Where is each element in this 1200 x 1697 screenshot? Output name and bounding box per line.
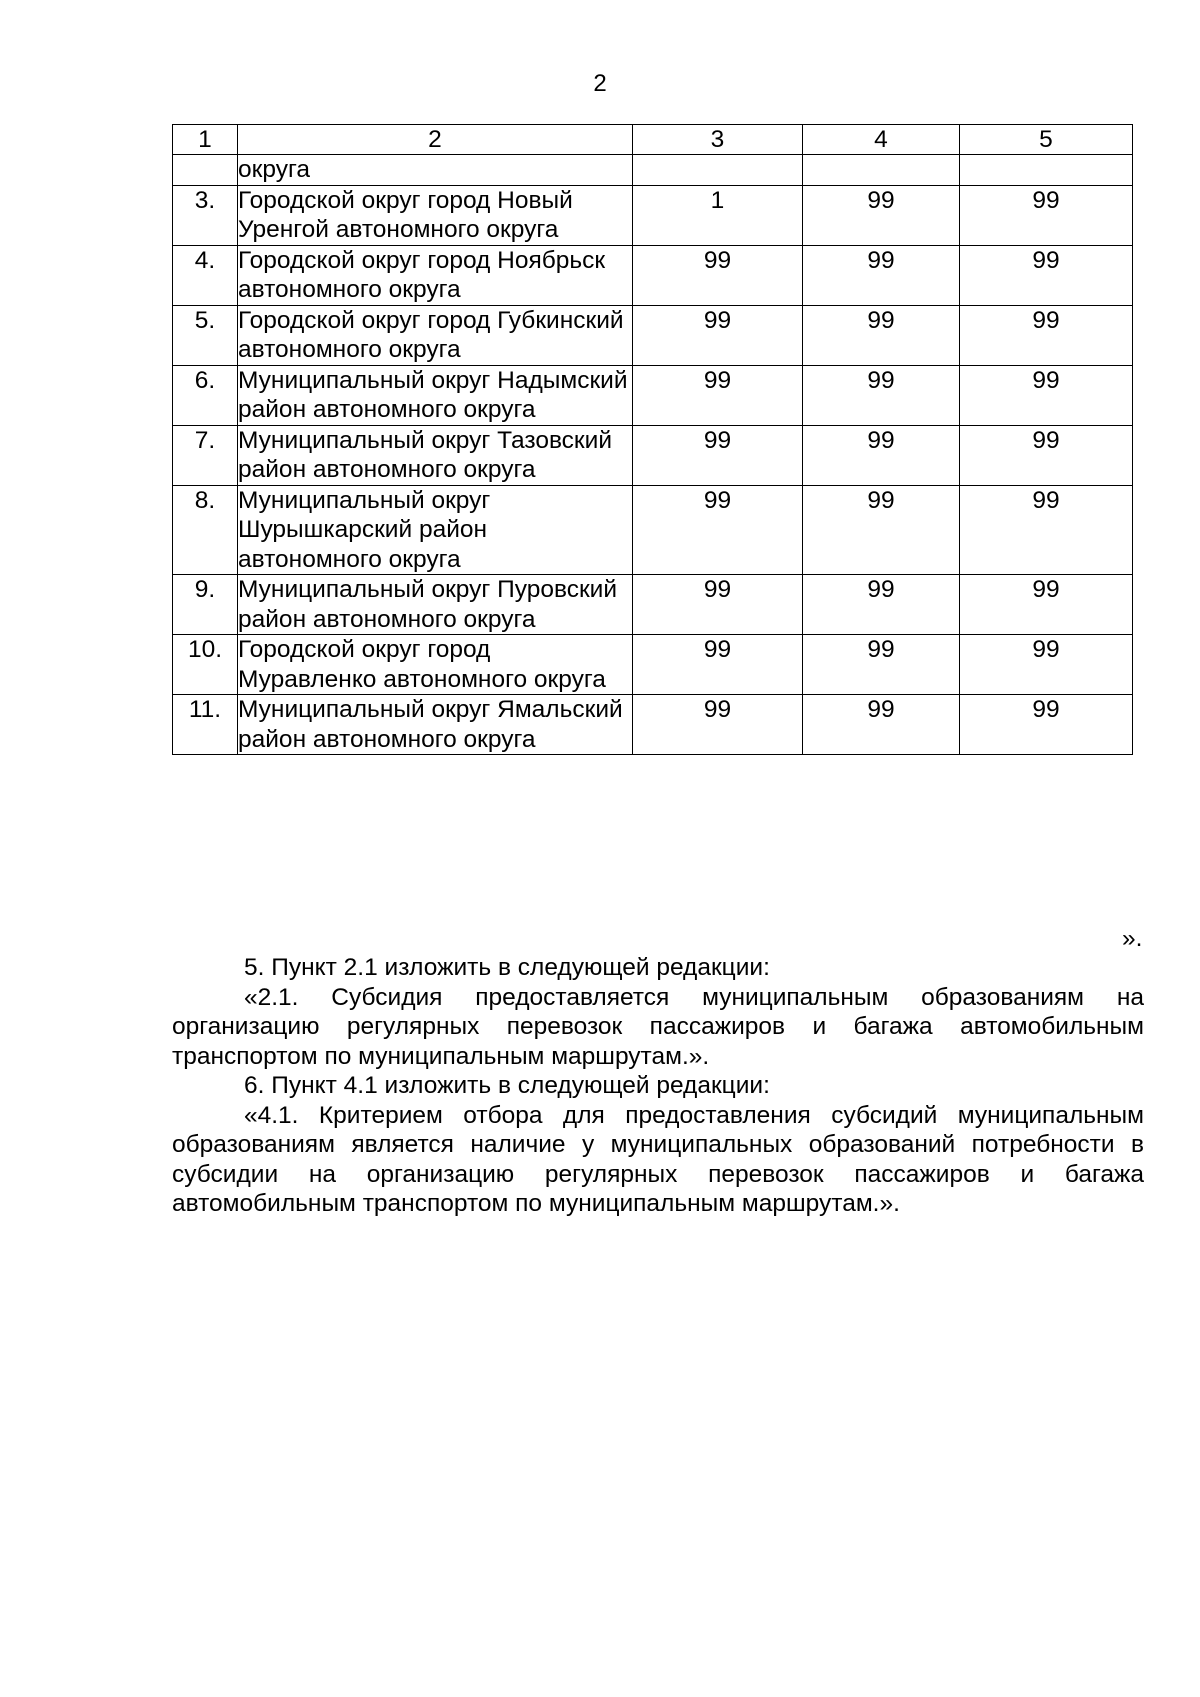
- value-col-5: 99: [960, 695, 1133, 755]
- value-col-4: [803, 155, 960, 186]
- value-col-3: 99: [633, 245, 803, 305]
- value-col-4: 99: [803, 245, 960, 305]
- row-number: 8.: [173, 485, 238, 575]
- value-col-4: 99: [803, 305, 960, 365]
- value-col-5: 99: [960, 425, 1133, 485]
- row-number: 7.: [173, 425, 238, 485]
- header-col-5: 5: [960, 125, 1133, 155]
- value-col-5: 99: [960, 245, 1133, 305]
- table-row: [173, 695, 1133, 755]
- municipality-name: Муниципальный округ Тазовский район автономного округа: [238, 425, 633, 485]
- value-col-3: [633, 155, 803, 186]
- value-col-4: 99: [803, 695, 960, 755]
- table-row: [173, 425, 1133, 485]
- municipality-name: Городской округ город Муравленко автономного округа: [238, 635, 633, 695]
- municipality-name: Муниципальный округ Ямальский район автономного округа: [238, 695, 633, 755]
- table-row: [173, 575, 1133, 635]
- value-col-4: 99: [803, 635, 960, 695]
- value-col-5: 99: [960, 575, 1133, 635]
- table-row: [173, 305, 1133, 365]
- table-row: [173, 185, 1133, 245]
- value-col-5: 99: [960, 365, 1133, 425]
- value-col-4: 99: [803, 485, 960, 575]
- value-col-4: 99: [803, 425, 960, 485]
- header-col-2: 2: [238, 125, 633, 155]
- municipality-name: Городской округ город Новый Уренгой автономного округа: [238, 185, 633, 245]
- value-col-3: 99: [633, 635, 803, 695]
- value-col-5: 99: [960, 635, 1133, 695]
- value-col-5: 99: [960, 305, 1133, 365]
- paragraph-item-5: 5. Пункт 2.1 изложить в следующей редакции:: [244, 954, 770, 981]
- row-number: 4.: [173, 245, 238, 305]
- table-row: [173, 245, 1133, 305]
- municipality-name: Муниципальный округ Надымский район автономного округа: [238, 365, 633, 425]
- row-number: 10.: [173, 635, 238, 695]
- value-col-3: 99: [633, 365, 803, 425]
- value-col-5: [960, 155, 1133, 186]
- row-number: 3.: [173, 185, 238, 245]
- row-number: 5.: [173, 305, 238, 365]
- row-number: [173, 155, 238, 186]
- municipality-table: [172, 124, 1133, 755]
- row-number: 6.: [173, 365, 238, 425]
- row-number: 9.: [173, 575, 238, 635]
- header-col-1: 1: [173, 125, 238, 155]
- table-row: [173, 155, 1133, 186]
- value-col-4: 99: [803, 365, 960, 425]
- value-col-5: 99: [960, 485, 1133, 575]
- value-col-3: 99: [633, 305, 803, 365]
- municipality-name: округа: [238, 155, 633, 186]
- value-col-3: 99: [633, 575, 803, 635]
- value-col-5: 99: [960, 185, 1133, 245]
- value-col-3: 99: [633, 425, 803, 485]
- municipality-name: Муниципальный округ Пуровский район автономного округа: [238, 575, 633, 635]
- municipality-name: Городской округ город Ноябрьск автономного округа: [238, 245, 633, 305]
- value-col-3: 99: [633, 695, 803, 755]
- paragraph-clause-2-1: «2.1. Субсидия предоставляется муниципальным образованиям на организацию регулярных перевозок пассажиров и багажа автомобильным транспортом по муниципальным маршрутам.».: [172, 983, 1144, 1070]
- table-row: [173, 485, 1133, 575]
- value-col-3: 99: [633, 485, 803, 575]
- paragraph-clause-4-1: «4.1. Критерием отбора для предоставления субсидий муниципальным образованиям является наличие у муниципальных образований потребности в субсидии на организацию регулярных перевозок пассажиров и багажа автомобильным транспортом по муниципальным маршрутам.».: [172, 1101, 1144, 1217]
- municipality-name: Муниципальный округ Шурышкарский район автономного округа: [238, 485, 633, 575]
- table-row: [173, 365, 1133, 425]
- header-col-4: 4: [803, 125, 960, 155]
- value-col-4: 99: [803, 575, 960, 635]
- row-number: 11.: [173, 695, 238, 755]
- value-col-3: 1: [633, 185, 803, 245]
- amendment-text: [172, 953, 1144, 1219]
- header-col-3: 3: [633, 125, 803, 155]
- value-col-4: 99: [803, 185, 960, 245]
- page-number: 2: [593, 70, 607, 97]
- municipality-name: Городской округ город Губкинский автономного округа: [238, 305, 633, 365]
- paragraph-item-6: 6. Пункт 4.1 изложить в следующей редакции:: [244, 1072, 770, 1099]
- closing-quote: ».: [1122, 925, 1143, 952]
- table-row: [173, 635, 1133, 695]
- table-header-row: [173, 125, 1133, 155]
